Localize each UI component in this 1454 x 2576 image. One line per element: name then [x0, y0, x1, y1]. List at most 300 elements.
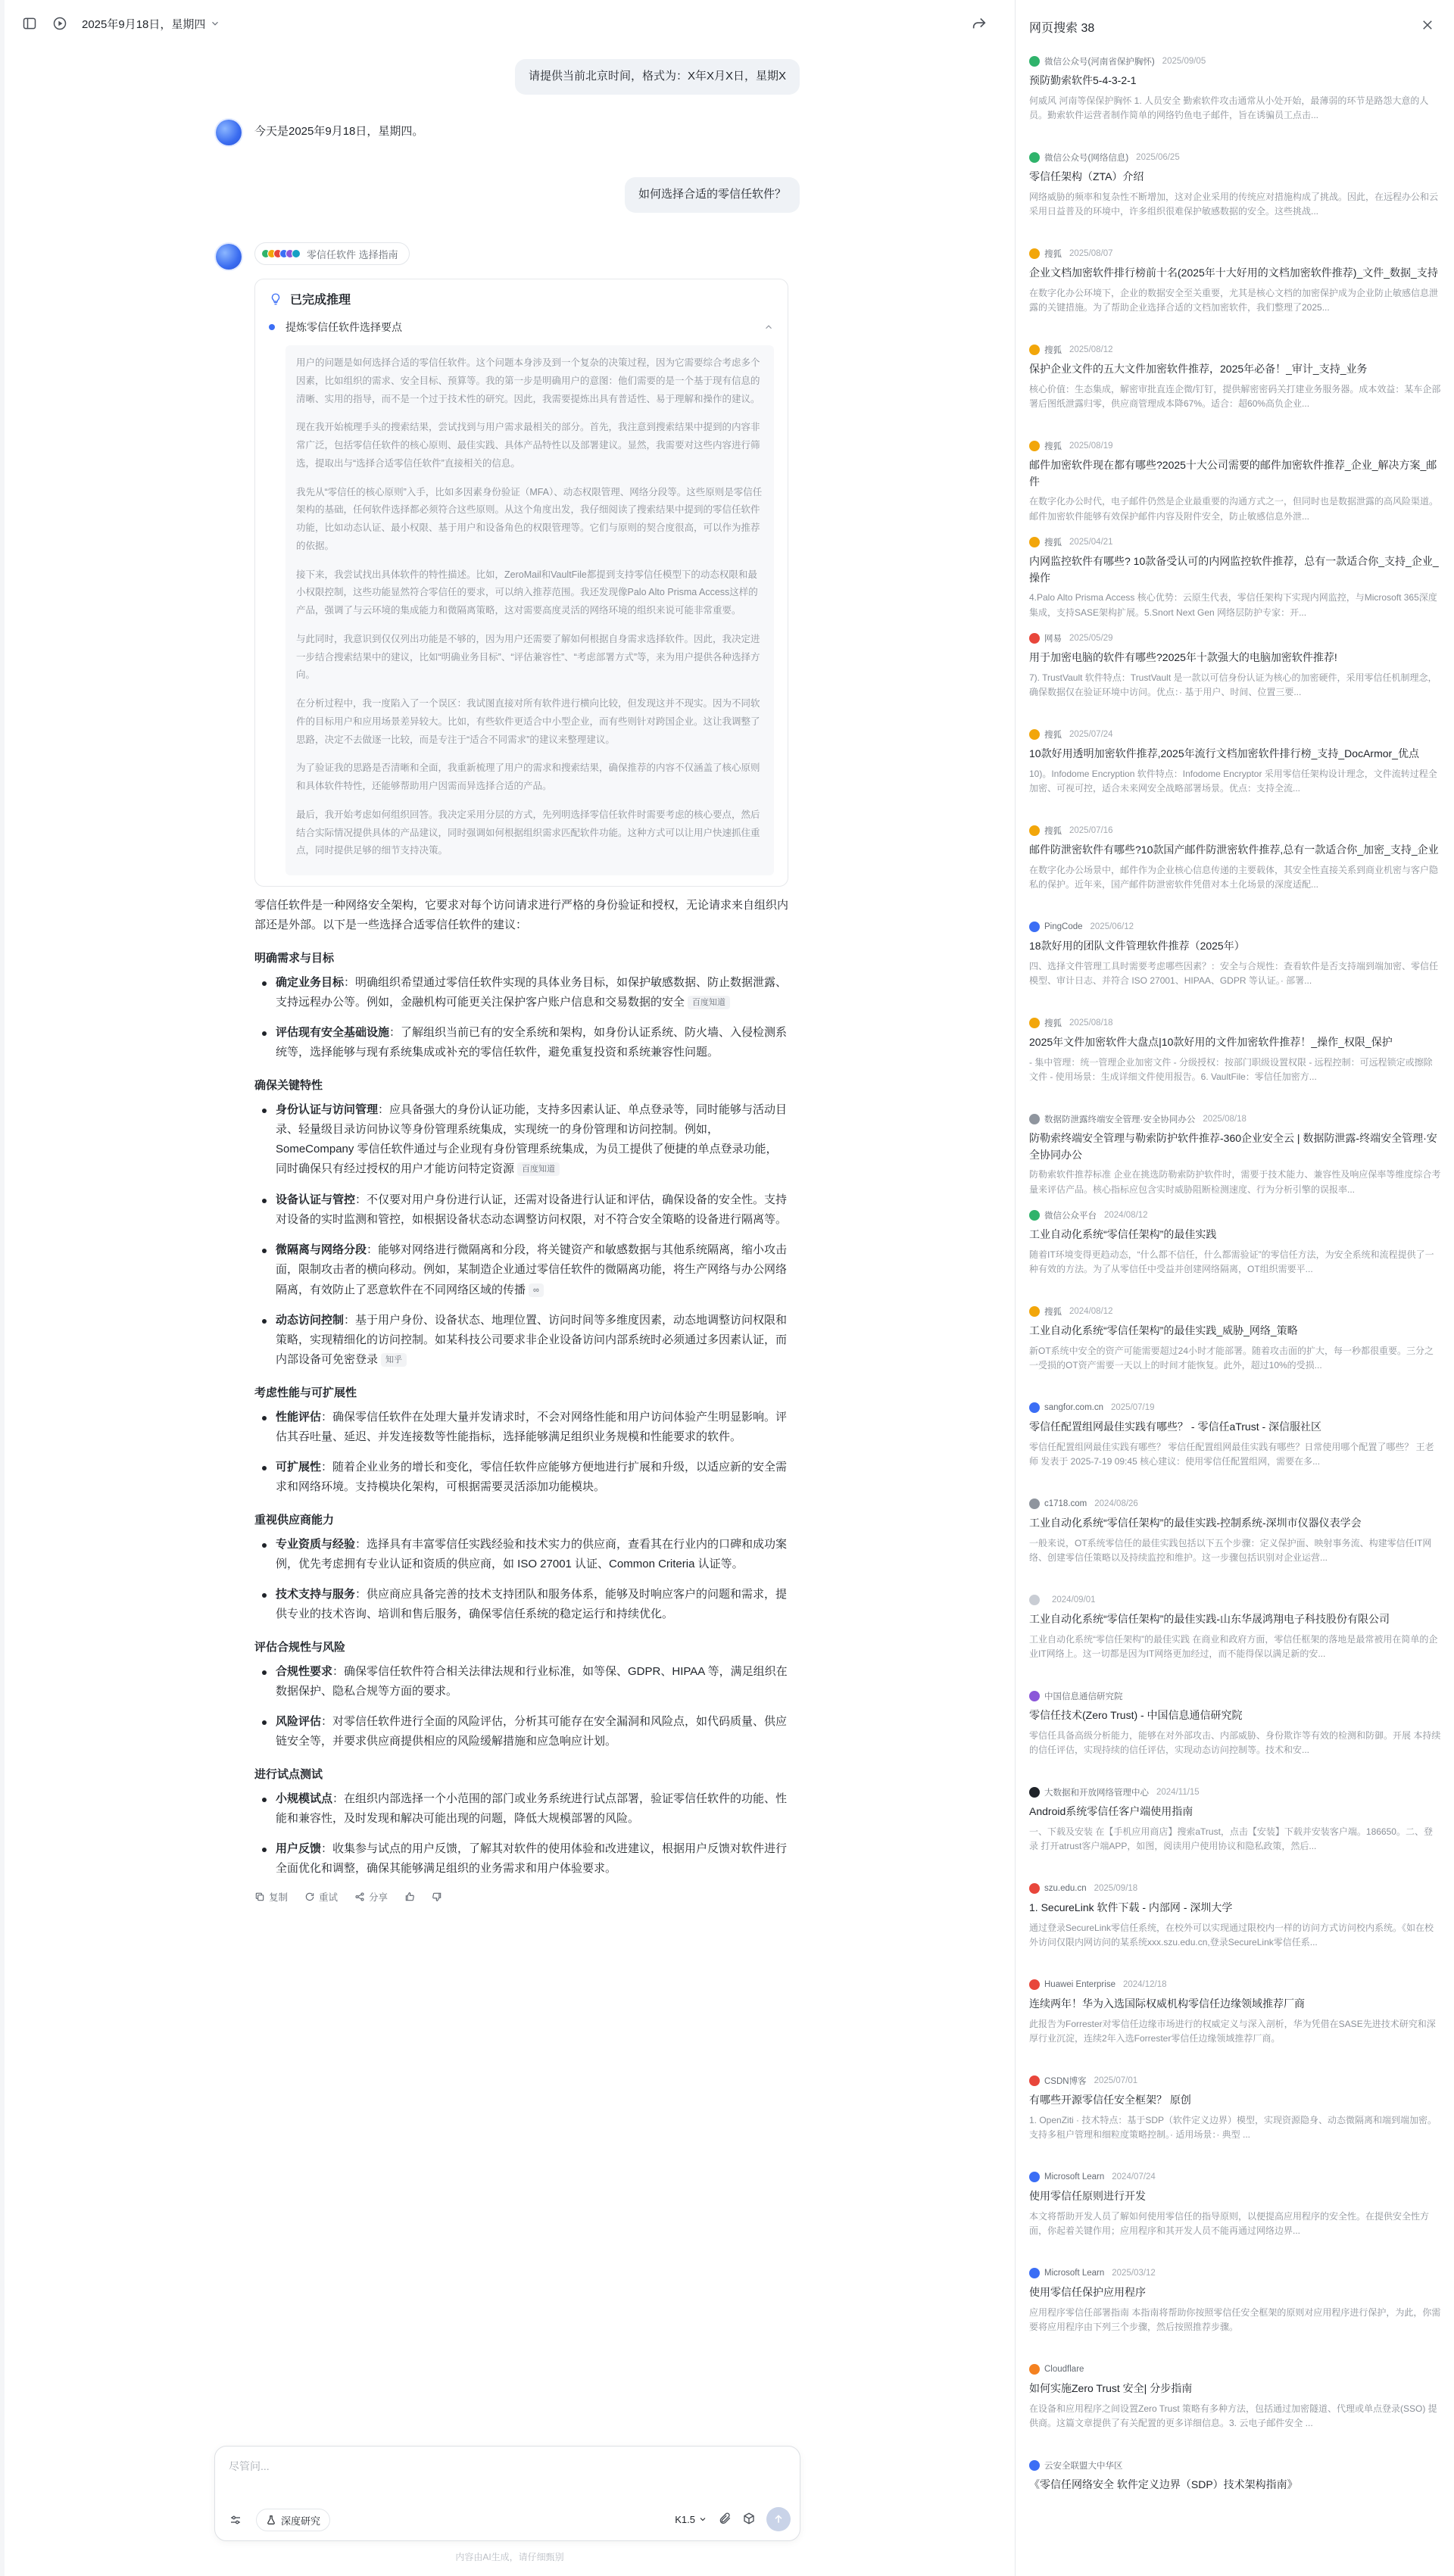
site-favicon-icon	[1029, 537, 1040, 547]
search-result-meta	[1029, 2362, 1441, 2376]
search-result-title[interactable]: 企业文档加密软件排行榜前十名(2025年十大好用的文档加密软件推荐)_文件_数据_支持	[1029, 267, 1438, 279]
search-result[interactable]	[1029, 1112, 1441, 1208]
search-result-date: 2024/09/01	[1052, 1595, 1096, 1605]
assistant-avatar	[216, 244, 242, 270]
share-icon[interactable]	[971, 15, 988, 32]
new-chat-icon[interactable]	[51, 15, 68, 32]
search-result[interactable]	[1029, 1882, 1441, 1978]
search-result-source: 微信公众号(网络信息)	[1044, 154, 1129, 163]
search-result[interactable]	[1029, 1016, 1441, 1112]
search-result-meta	[1029, 728, 1441, 741]
site-favicon-icon	[1029, 922, 1040, 932]
search-result-snippet: 网络威胁的频率和复杂性不断增加，这对企业采用的传统应对措施构成了挑战。因此，在远程办公和云采用日益普及的环境中，许多组织很难保护敏感数据的安全。这些挑战...	[1029, 191, 1439, 217]
search-result-source: szu.edu.cn	[1044, 1884, 1087, 1893]
research-icon	[266, 2515, 276, 2525]
site-favicon-icon	[1029, 1018, 1040, 1028]
section-heading: 确保关键特性	[254, 1078, 323, 1092]
search-result[interactable]	[1029, 1305, 1441, 1401]
chat-title[interactable]	[82, 16, 220, 32]
search-result-snippet: 应用程序零信任部署指南 本指南将帮助你按照零信任安全框架的原则对应用程序进行保护，为此，你需要将应用程序由下列三个步骤，然后按照推荐步骤。	[1029, 2306, 1441, 2333]
list-item-title: 技术支持与服务	[276, 1588, 356, 1601]
search-result[interactable]	[1029, 343, 1441, 439]
send-button[interactable]	[766, 2507, 791, 2531]
thumbs-down-icon	[432, 1891, 442, 1902]
site-favicon-icon	[1029, 1883, 1040, 1894]
search-result-title[interactable]: 使用零信任保护应用程序	[1029, 2286, 1146, 2298]
model-selector[interactable]	[675, 2514, 707, 2525]
search-result-title[interactable]: 邮件防泄密软件有哪些?10款国产邮件防泄密软件推荐,总有一款适合你_加密_支持_企业	[1029, 844, 1439, 856]
search-result[interactable]	[1029, 2266, 1441, 2362]
share-label: 分享	[369, 1891, 388, 1903]
assistant-answer	[254, 242, 788, 1904]
search-result-title[interactable]: 2025年文件加密软件大盘点|10款好用的文件加密软件推荐！_操作_权限_保护	[1029, 1036, 1393, 1048]
list-item-text: ：应具备强大的身份认证功能，支持多因素认证、单点登录等，同时能够与活动目录、轻量级目录访问协议等身份管理系统集成，实现统一的身份管理和访问控制。例如，SomeCompany 零信任软件通过与企业现有身份管理系统集成，为员工提供了便捷的单点登录功能，同时确保只有经过授权的用户才能访问特定资源	[276, 1102, 788, 1176]
copy-label: 复制	[269, 1891, 289, 1903]
list-item	[254, 1100, 788, 1180]
list-item-text: ：明确组织希望通过零信任软件实现的具体业务目标，如保护敏感数据、防止数据泄露、支持远程办公等。例如，金融机构可能更关注保护客户账户信息和交易数据的安全	[276, 975, 788, 1009]
composer-right-tools	[675, 2507, 791, 2531]
search-result-date: 2025/09/18	[1094, 1884, 1138, 1893]
site-favicon-icon	[1029, 1787, 1040, 1798]
search-result[interactable]	[1029, 632, 1441, 728]
list-item	[254, 1535, 788, 1575]
site-favicon-icon	[1029, 2268, 1040, 2278]
list-item	[254, 1585, 788, 1625]
list-item	[254, 1712, 788, 1752]
search-result-source: 搜狐	[1044, 538, 1062, 547]
search-result-date: 2025/06/12	[1090, 922, 1134, 931]
list-item	[254, 1789, 788, 1829]
thumbs-up-icon	[404, 1891, 415, 1902]
search-result[interactable]	[1029, 247, 1441, 343]
search-result-title[interactable]: 零信任技术(Zero Trust) - 中国信息通信研究院	[1029, 1709, 1243, 1721]
search-result-title[interactable]: 1. SecureLink 软件下载 - 内部网 - 深圳大学	[1029, 1901, 1233, 1913]
search-result[interactable]	[1029, 2459, 1441, 2555]
section-list	[254, 1100, 788, 1371]
reasoning-paragraph: 最后，我开始考虑如何组织回答。我决定采用分层的方式，先列明选择零信任软件时需要考虑的核心要点，然后结合实际情况提供具体的产品建议，同时强调如何根据组织需求匹配软件功能。这种方式可以让用户快速抓住重点，同时提供足够的细节支持决策。	[296, 809, 760, 856]
composer-input[interactable]: 尽管问...	[229, 2460, 270, 2472]
search-result-meta	[1029, 2266, 1441, 2280]
list-item-title: 确定业务目标	[276, 975, 345, 989]
list-item-title: 身份认证与访问管理	[276, 1102, 379, 1116]
list-item-text: ：随着企业业务的增长和变化，零信任软件应能够方便地进行扩展和升级，以适应新的安全需求和网络环境。支持模块化架构，可根据需要灵活添加功能模块。	[276, 1461, 788, 1494]
site-favicon-icon	[1029, 1499, 1040, 1509]
step-dot	[269, 324, 275, 330]
chevron-up-icon	[763, 322, 774, 332]
search-result-source: Cloudflare	[1044, 2365, 1084, 2374]
list-item-title: 微隔离与网络分段	[276, 1243, 367, 1256]
search-result-snippet: - 集中管理：统一管理企业加密文件 - 分级授权：按部门职级设置权限 - 远程控制：可远程锁定或擦除文件 - 使用场景：生成详细文件使用报告。6. VaultFile：零信任加密方...	[1029, 1056, 1433, 1083]
list-item-title: 设备认证与管控	[276, 1193, 356, 1206]
search-result-snippet: 四、选择文件管理工具时需要考虑哪些因素？：安全与合规性：查看软件是否支持端到端加密、零信任模型、审计日志、并符合 ISO 27001、HIPAA、GDPR 等认证。· 部署...	[1029, 960, 1439, 987]
search-result-date: 2025/08/19	[1069, 441, 1113, 451]
search-result-title[interactable]: 10款好用透明加密软件推荐,2025年流行文档加密软件排行榜_支持_DocArmor_优点	[1029, 747, 1419, 759]
search-result-source: 微信公众平台	[1044, 1212, 1097, 1221]
search-result-meta	[1029, 1208, 1441, 1222]
search-result-source: 数据防泄露终端安全管理·安全协同办公	[1044, 1115, 1196, 1124]
list-item-title: 专业资质与经验	[276, 1537, 356, 1551]
deep-research-label: 深度研究	[281, 2515, 321, 2527]
citation-badge[interactable]: ∞	[529, 1283, 544, 1297]
search-result-source: c1718.com	[1044, 1499, 1087, 1508]
reasoning-step[interactable]	[269, 320, 774, 335]
list-item	[254, 1839, 788, 1879]
search-result-source: sangfor.com.cn	[1044, 1403, 1103, 1412]
search-result-meta	[1029, 1305, 1441, 1318]
regenerate-label: 重试	[319, 1891, 339, 1903]
copy-button[interactable]	[254, 1890, 288, 1904]
section-list	[254, 973, 788, 1063]
search-result-meta	[1029, 247, 1441, 260]
search-result[interactable]	[1029, 439, 1441, 535]
search-result-meta	[1029, 632, 1441, 645]
site-favicon-icon	[1029, 152, 1040, 163]
search-result-snippet: 在数字化办公时代，电子邮件仍然是企业最重要的沟通方式之一，但同时也是数据泄露的高风险渠道。邮件加密软件能够有效保护邮件内容及附件安全，防止敏感信息外泄...	[1029, 496, 1439, 522]
list-item	[254, 973, 788, 1013]
search-result-meta	[1029, 151, 1441, 164]
search-result-snippet: 在设备和应用程序之间设置Zero Trust 策略有多种方法，包括通过加密隧道、代理或单点登录(SSO) 提供商。这篇文章提供了有关配置的更多详细信息。3. 云电子邮件安全 ...	[1029, 2403, 1437, 2429]
search-result-snippet: 一般来说，OT系统零信任的最佳实践包括以下五个步骤：定义保护面、映射事务流、构建零信任IT网络、创建零信任策略以及持续监控和维护。这一步骤包括识别对企业运营...	[1029, 1537, 1432, 1564]
list-item	[254, 1240, 788, 1300]
site-favicon-icon	[1029, 2460, 1040, 2471]
search-result-title[interactable]: 使用零信任原则进行开发	[1029, 2190, 1146, 2202]
list-item	[254, 1662, 788, 1702]
reasoning-step-label: 提炼零信任软件选择要点	[285, 321, 402, 333]
search-result-snippet: 零信任配置组网最佳实践有哪些？ 零信任配置组网最佳实践有哪些？日常使用哪个配置了哪些？ 王老师 发表于 2025-7-19 09:45 核心建议：使用零信任配置组网，需要在多...	[1029, 1441, 1434, 1467]
reasoning-paragraph: 我先从“零信任的核心原则”入手，比如多因素身份验证（MFA）、动态权限管理、网络分段等。这些原则是零信任架构的基础，任何软件选择都必须符合这些原则。从这个角度出发，我仔细阅读了搜索结果中提到的零信任软件功能，比如动态认证、最小权限、基于用户和设备角色的权限管理等。它们与原则的契合度很高，可以作为推荐的依据。	[296, 486, 763, 551]
search-result-meta	[1029, 1689, 1441, 1703]
share-answer-button[interactable]	[354, 1890, 388, 1904]
search-result-date: 2024/12/18	[1122, 1980, 1167, 1989]
list-item-text: ：对零信任软件进行全面的风险评估，分析其可能存在安全漏洞和风险点，如代码质量、供应链安全等，并要求供应商提供相应的风险缓解措施和应急响应计划。	[276, 1715, 788, 1748]
chat-column	[5, 0, 1015, 2576]
search-result-meta	[1029, 1016, 1441, 1030]
search-result[interactable]	[1029, 1401, 1441, 1497]
reasoning-paragraph: 现在我开始梳理手头的搜索结果，尝试找到与用户需求最相关的部分。首先，我注意到搜索结果中提到的内容非常广泛，包括零信任软件的核心原则、最佳实践、具体产品特性以及部署建议。显然，我需要对这些内容进行筛选，提取出与“选择合适零信任软件”直接相关的信息。	[296, 422, 760, 469]
assistant-avatar	[216, 120, 242, 145]
search-result-snippet: 核心价值：生态集成，解密审批直连企微/钉钉，提供解密密码关打建业务服务器。成本效益：某车企部署后图纸泄露归零，供应商管理成本降67%。适合：超60%高负企业...	[1029, 383, 1441, 410]
list-item	[254, 1190, 788, 1230]
search-result-title[interactable]: 内网监控软件有哪些? 10款备受认可的内网监控软件推荐，总有一款适合你_支持_企业_操作	[1029, 555, 1439, 584]
list-item	[254, 1311, 788, 1371]
chat-title-text: 2025年9月18日，星期四	[82, 17, 206, 31]
sources-chip-label: 零信任软件 选择指南	[307, 248, 398, 260]
citation-badge[interactable]: 知乎	[381, 1353, 407, 1367]
search-result-source: CSDN博客	[1044, 2077, 1087, 2086]
site-favicon-icon	[1029, 2172, 1040, 2182]
list-item-text: ：基于用户身份、设备状态、地理位置、访问时间等多维度因素，动态地调整访问权限和策略，实现精细化的访问控制。如某科技公司要求非企业设备访问内部系统时必须通过多因素认证，而内部设备可免密登录	[276, 1313, 788, 1367]
search-result-source: Microsoft Learn	[1044, 2172, 1105, 2181]
search-result[interactable]	[1029, 1689, 1441, 1785]
search-result[interactable]	[1029, 2362, 1441, 2459]
composer-tools	[224, 2509, 330, 2531]
search-result-meta	[1029, 55, 1441, 68]
search-result-date: 2025/04/21	[1069, 538, 1113, 547]
search-result-snippet: 新OT系统中安全的资产可能需要超过24小时才能部署。随着攻击面的扩大，每一秒都很重要。三分之一受损的OT资产需要一天以上的时间才能恢复。此外，超过10%的受损...	[1029, 1345, 1434, 1371]
search-result-date: 2024/08/26	[1094, 1499, 1138, 1508]
search-result-snippet: 7). TrustVault 软件特点：TrustVault 是一款以可信身份认证为核心的加密硬件，采用零信任机制理念，确保数据仅在验证环境中访问。优点：· 基于用户、时间、位置三要...	[1029, 672, 1437, 698]
search-result-title[interactable]: 零信任配置组网最佳实践有哪些？ - 零信任aTrust - 深信服社区	[1029, 1421, 1322, 1433]
search-result-title[interactable]: 如何实施Zero Trust 安全| 分步指南	[1029, 2382, 1193, 2394]
search-result-title[interactable]: 工业自动化系统“零信任架构”的最佳实践-控制系统-深圳市仪器仪表学会	[1029, 1517, 1362, 1529]
search-result[interactable]	[1029, 535, 1441, 632]
answer-sections	[254, 950, 788, 1879]
reasoning-body	[285, 345, 774, 875]
search-result-date: 2024/08/12	[1104, 1211, 1148, 1220]
list-item-text: ：能够对网络进行微隔离和分段，将关键资产和敏感数据与其他系统隔离，缩小攻击面，限制攻击者的横向移动。例如，某制造企业通过零信任软件的微隔离功能，将生产网络与办公网络隔离，有效防止了恶意软件在不同网络区域的传播	[276, 1243, 788, 1296]
search-result[interactable]	[1029, 1208, 1441, 1305]
list-item	[254, 1408, 788, 1448]
section-list	[254, 1408, 788, 1498]
web-search-panel	[1015, 0, 1454, 2576]
list-item	[254, 1023, 788, 1063]
section-list	[254, 1662, 788, 1752]
reasoning-title: 已完成推理	[290, 294, 351, 307]
list-item-title: 用户反馈	[276, 1842, 322, 1855]
search-result-source: 搜狐	[1044, 827, 1062, 836]
search-result-source: Huawei Enterprise	[1044, 1980, 1115, 1989]
search-result-date: 2025/07/16	[1069, 826, 1113, 835]
search-result-source: 大数据和开放网络管理中心	[1044, 1789, 1149, 1798]
search-result-source: 网易	[1044, 635, 1062, 644]
search-result-snippet: 1. OpenZiti · 技术特点：基于SDP（软件定义边界）模型，实现资源隐身、动态微隔离和端到端加密。支持多租户管理和细粒度策略控制。· 适用场景：· 典型 ...	[1029, 2114, 1437, 2141]
list-item-title: 性能评估	[276, 1410, 322, 1424]
search-result-snippet: 10)。Infodome Encryption 软件特点：Infodome Encryptor 采用零信任架构设计理念，文件流转过程全加密、可视可控，适合未来网安全战略部署场景。优点：支持全流...	[1029, 768, 1437, 794]
search-result[interactable]	[1029, 824, 1441, 920]
answer-actions	[254, 1890, 788, 1904]
search-result-source: 搜狐	[1044, 250, 1062, 259]
search-result-snippet: 一、下载及安装 在【手机应用商店】搜索aTrust，点击【安装】下载并安装客户端。186650。二、登录 打开atrust客户端APP，如图，阅读用户使用协议和隐私政策，然后...	[1029, 1826, 1433, 1852]
answer-intro: 零信任软件是一种网络安全架构，它要求对每个访问请求进行严格的身份验证和授权，无论请求来自组织内部还是外部。以下是一些选择合适零信任软件的建议：	[254, 899, 789, 932]
search-result-title[interactable]: 零信任架构（ZTA）介绍	[1029, 170, 1144, 182]
tools-icon[interactable]	[224, 2509, 247, 2531]
search-result-meta	[1029, 1882, 1441, 1895]
search-result-date: 2025/08/18	[1203, 1115, 1247, 1124]
section-heading: 考虑性能与可扩展性	[254, 1386, 357, 1399]
search-result-date: 2025/03/12	[1112, 2269, 1156, 2278]
search-result-title[interactable]: 连续两年！华为入选国际权威机构零信任边缘领域推荐厂商	[1029, 1997, 1305, 2010]
reasoning-paragraph: 与此同时，我意识到仅仅列出功能是不够的，因为用户还需要了解如何根据自身需求选择软件。因此，我决定进一步结合搜索结果中的建议，比如“明确业务目标”、“评估兼容性”、“考虑部署方式”等，来为用户提供各种选择方向。	[296, 633, 760, 681]
search-result-meta	[1029, 2170, 1441, 2184]
site-favicon-icon	[1029, 825, 1040, 836]
search-result-title[interactable]: 工业自动化系统“零信任架构”的最佳实践_威胁_网络_策略	[1029, 1324, 1298, 1336]
copy-icon	[254, 1891, 265, 1902]
search-result[interactable]	[1029, 1497, 1441, 1593]
search-result-meta	[1029, 920, 1441, 934]
search-result-snippet: 4.Palo Alto Prisma Access 核心优势：云原生代表，零信任架构下实现内网监控，与Microsoft 365深度集成，支持SASE架构扩展。5.Snort Next Gen 网络层防护专家：开...	[1029, 592, 1437, 619]
search-result[interactable]	[1029, 728, 1441, 824]
search-result-snippet: 通过登录SecureLink零信任系统，在校外可以实现通过限校内一样的访问方式访问校内系统。《如在校外访问仅限内网访问的某系统xxx.szu.edu.cn,登录SecureLink零信任系...	[1029, 1922, 1434, 1948]
site-favicon-icon	[1029, 1306, 1040, 1317]
reasoning-panel	[254, 279, 788, 887]
reasoning-header[interactable]	[269, 290, 774, 307]
section-list	[254, 1535, 788, 1625]
search-result-meta	[1029, 1593, 1441, 1607]
search-result[interactable]	[1029, 1593, 1441, 1689]
search-result-title[interactable]: 工业自动化系统“零信任架构”的最佳实践	[1029, 1228, 1217, 1240]
search-result-date: 2025/05/29	[1069, 634, 1113, 643]
search-result-title[interactable]: 预防勤索软件5-4-3-2-1	[1029, 74, 1137, 86]
site-favicon-icon	[1029, 2075, 1040, 2086]
search-result-title[interactable]: 18款好用的团队文件管理软件推荐（2025年）	[1029, 940, 1245, 952]
sources-chip[interactable]	[254, 242, 410, 265]
section-list	[254, 1789, 788, 1879]
list-item-text: ：了解组织当前已有的安全系统和架构，如身份认证系统、防火墙、入侵检测系统等，选择能够与现有系统集成或补充的零信任软件，避免重复投资和系统兼容性问题。	[276, 1026, 788, 1059]
list-item-title: 评估现有安全基础设施	[276, 1026, 390, 1039]
search-result-date: 2024/11/15	[1156, 1788, 1200, 1797]
search-result-source: 微信公众号(河南省保护胸怀)	[1044, 58, 1155, 67]
thumbs-down-button[interactable]	[432, 1891, 442, 1902]
site-favicon-icon	[1029, 1979, 1040, 1990]
search-result-source: 搜狐	[1044, 346, 1062, 355]
site-favicon-icon	[1029, 729, 1040, 740]
search-result-snippet: 本文将帮助开发人员了解如何使用零信任的指导原则，以便提高应用程序的安全性。在提供安全性方面，你起着关键作用；应用程序和其开发人员不能再通过网络边界...	[1029, 2210, 1430, 2237]
search-result-source: 搜狐	[1044, 1019, 1062, 1028]
search-result[interactable]	[1029, 1785, 1441, 1882]
list-item-title: 可扩展性	[276, 1461, 322, 1474]
reasoning-paragraph: 在分析过程中，我一度陷入了一个误区：我试图直接对所有软件进行横向比较，但发现这并不现实。因为不同软件的目标用户和应用场景差异较大。比如，有些软件更适合中小型企业，而有些则针对跨国企业。这让我调整了思路，决定不去做逐一比较，而是专注于“适合不同需求”的建议来整理建议。	[296, 698, 760, 745]
search-result-snippet: 在数字化办公场景中，邮件作为企业核心信息传递的主要载体，其安全性直接关系到商业机密与客户隐私的保护。近年来，国产邮件防泄密软件凭借对本土化场景的深度适配...	[1029, 864, 1439, 890]
search-result-title[interactable]: 工业自动化系统“零信任架构”的最佳实践-山东华晟鸿翔电子科技股份有限公司	[1029, 1613, 1390, 1625]
search-result-snippet: 何威风 河南等保保护胸怀 1. 人员安全 勤索软件攻击通常从小处开始，最薄弱的环节是路怨大意的人员。勤索软件运营者制作简单的网络钓鱼电子邮件，旨在诱骗员工点击...	[1029, 95, 1429, 121]
section-heading: 进行试点测试	[254, 1767, 323, 1781]
site-favicon-icon	[1029, 1595, 1040, 1605]
search-result-meta	[1029, 1112, 1441, 1126]
search-result[interactable]	[1029, 55, 1441, 151]
search-result-source: 搜狐	[1044, 1308, 1062, 1317]
site-favicon-icon	[1029, 2364, 1040, 2375]
list-item-text: ：不仅要对用户身份进行认证，还需对设备进行认证和评估，确保设备的安全性。支持对设备的实时监测和管控，如根据设备状态动态调整访问权限，对不符合安全策略的设备进行隔离等。	[276, 1193, 788, 1226]
search-result-title[interactable]: 邮件加密软件现在都有哪些?2025十大公司需要的邮件加密软件推荐_企业_解决方案_邮件	[1029, 459, 1437, 488]
chevron-down-icon	[210, 18, 220, 29]
model-label: K1.5	[675, 2513, 695, 2525]
share-icon	[354, 1891, 365, 1902]
search-result-meta	[1029, 439, 1441, 453]
sidebar-toggle-icon[interactable]	[21, 15, 38, 32]
search-result-snippet: 随着IT环境变得更趋动态，“什么都不信任，什么都需验证”的零信任方法，为安全系统和流程提供了一种有效的方法。为了从零信任中受益并创建网络隔离，OT组织需要平...	[1029, 1249, 1434, 1275]
search-result-source: 搜狐	[1044, 442, 1062, 451]
reasoning-paragraph: 为了验证我的思路是否清晰和全面，我重新梳理了用户的需求和搜索结果，确保推荐的内容不仅涵盖了核心原则和具体软件特性，还能够帮助用户因需而异选择合适的产品。	[296, 763, 760, 791]
search-result-title[interactable]: 保护企业文件的五大文件加密软件推荐，2025年必备！_审计_支持_业务	[1029, 363, 1368, 375]
site-favicon-icon	[1029, 1210, 1040, 1221]
user-message: 如何选择合适的零信任软件？	[625, 177, 800, 213]
arrow-up-icon	[772, 2513, 785, 2525]
search-result-source: PingCode	[1044, 922, 1083, 931]
search-result-meta	[1029, 2459, 1441, 2472]
refresh-icon	[304, 1891, 315, 1902]
search-result-date: 2024/07/24	[1112, 2172, 1156, 2181]
site-favicon-icon	[1029, 441, 1040, 451]
search-result-date: 2025/08/07	[1069, 249, 1113, 258]
list-item-title: 动态访问控制	[276, 1313, 345, 1327]
close-icon[interactable]	[1421, 18, 1434, 32]
list-item-title: 合规性要求	[276, 1664, 333, 1678]
chat-topbar	[5, 0, 1015, 47]
search-result-snippet: 防勒索软件推荐标准 企业在挑选防勒索防护软件时，需要于技术能力、兼容性及响应保率等维度综合考量来评估产品。核心指标应包含实时威胁阻断检测速度、行为分析引擎的误报率...	[1029, 1169, 1441, 1196]
search-results-list	[1029, 55, 1441, 2555]
search-result-source: 云安全联盟大中华区	[1044, 2462, 1123, 2471]
search-result[interactable]	[1029, 151, 1441, 247]
search-result-date: 2025/07/19	[1110, 1403, 1155, 1412]
user-message: 请提供当前北京时间，格式为：X年X月X日，星期X	[515, 59, 800, 95]
site-favicon-icon	[1029, 1402, 1040, 1413]
search-result-meta	[1029, 1497, 1441, 1511]
citation-badge[interactable]: 百度知道	[517, 1162, 560, 1176]
search-result-meta	[1029, 1978, 1441, 1991]
site-favicon-icon	[1029, 633, 1040, 644]
search-result-date: 2025/07/01	[1094, 2076, 1138, 2085]
chevron-down-icon	[698, 2515, 707, 2524]
search-result-meta	[1029, 535, 1441, 549]
list-item-text: ：确保零信任软件在处理大量并发请求时，不会对网络性能和用户访问体验产生明显影响。评估其吞吐量、延迟、并发连接数等性能指标，选择能够满足组织业务规模和性能要求的软件。	[276, 1410, 788, 1443]
search-result[interactable]	[1029, 2074, 1441, 2170]
search-result-snippet: 零信任具备高级分析能力，能够在对外部攻击、内部威胁、身份欺诈等有效的检测和防御。开展 本持续的信任评估，实现持续的信任评估，实现动态访问控制等。技术和安...	[1029, 1729, 1441, 1756]
search-result-date: 2025/06/25	[1136, 153, 1180, 162]
search-result[interactable]	[1029, 920, 1441, 1016]
regenerate-button[interactable]	[304, 1890, 338, 1904]
section-heading: 评估合规性与风险	[254, 1640, 346, 1654]
cube-icon[interactable]	[742, 2512, 756, 2528]
search-result-source: Microsoft Learn	[1044, 2269, 1105, 2278]
list-item-text: ：在组织内部选择一个小范围的部门或业务系统进行试点部署，验证零信任软件的功能、性能和兼容性，及时发现和解决可能出现的问题，降低大规模部署的风险。	[276, 1792, 788, 1825]
search-result[interactable]	[1029, 1978, 1441, 2074]
citation-badge[interactable]: 百度知道	[688, 996, 730, 1009]
list-item	[254, 1458, 788, 1498]
site-favicon-icon	[1029, 56, 1040, 67]
search-result-date: 2025/08/18	[1069, 1018, 1113, 1028]
search-result-title[interactable]: 有哪些开源零信任安全框架？ 原创	[1029, 2094, 1191, 2106]
search-result-meta	[1029, 824, 1441, 837]
search-result-snippet: 此报告为Forrester对零信任边缘市场进行的权威定义与深入剖析，华为凭借在SASE先进技术研究和深厚行业沉淀，连续2年入选Forrester零信任边缘领域推荐厂商。	[1029, 2018, 1436, 2044]
site-favicon-icon	[1029, 248, 1040, 259]
reasoning-paragraph: 用户的问题是如何选择合适的零信任软件。这个问题本身涉及到一个复杂的决策过程，因为它需要综合考虑多个因素，比如组织的需求、安全目标、预算等。我的第一步是明确用户的意图：他们需要的是一个基于现有信息的清晰、实用的指导，而不是一个过于技术性的研究。因此，我需要提炼出具有普适性、易于理解和操作的建议。	[296, 357, 760, 404]
search-result-title[interactable]: 用于加密电脑的软件有哪些?2025年十款强大的电脑加密软件推荐!	[1029, 651, 1337, 663]
search-result-title[interactable]: Android系统零信任客户端使用指南	[1029, 1805, 1193, 1817]
list-item-text: ：收集参与试点的用户反馈，了解其对软件的使用体验和改进建议，根据用户反馈对软件进行全面优化和调整，确保其能够满足组织的业务需求和用户体验要求。	[276, 1842, 788, 1876]
site-favicon-icon	[1029, 1691, 1040, 1701]
attach-icon[interactable]	[718, 2512, 732, 2528]
assistant-message: 今天是2025年9月18日，星期四。	[254, 125, 424, 138]
section-heading: 重视供应商能力	[254, 1513, 335, 1527]
lightbulb-icon	[269, 292, 282, 306]
search-result-source: 中国信息通信研究院	[1044, 1692, 1123, 1701]
search-result-date: 2025/07/24	[1069, 730, 1113, 739]
thumbs-up-button[interactable]	[404, 1891, 415, 1902]
site-favicon-icon	[1029, 1114, 1040, 1124]
section-heading: 明确需求与目标	[254, 951, 335, 965]
reasoning-paragraph: 接下来，我尝试找出具体软件的特性描述。比如，ZeroMail和VaultFile都提到支持零信任模型下的动态权限和最小权限控制，这些功能显然符合零信任的要求，可以纳入推荐范围。我还发现像Palo Alto Prisma Access这样的产品，强调了与云环境的集成能力和微隔离策略，这对需要高度灵活的网络环境的组织来说可能非常重要。	[296, 569, 758, 616]
search-result[interactable]	[1029, 2170, 1441, 2266]
search-result-snippet: 在数字化办公环境下，企业的数据安全至关重要，尤其是核心文档的加密保护成为企业防止敏感信息泄露的关键措施。为了帮助企业选择合适的文档加密软件，我们整理了2025...	[1029, 287, 1439, 313]
search-result-meta	[1029, 343, 1441, 357]
message-composer[interactable]	[214, 2446, 800, 2541]
list-item-text: ：确保零信任软件符合相关法律法规和行业标准，如等保、GDPR、HIPAA 等，满足组织在数据保护、隐私合规等方面的要求。	[276, 1664, 788, 1698]
search-result-meta	[1029, 1785, 1441, 1799]
search-result-meta	[1029, 1401, 1441, 1414]
site-favicon-icon	[1029, 345, 1040, 355]
list-item-text: ：选择具有丰富零信任实践经验和技术实力的供应商，查看其在行业内的口碑和成功案例，优先考虑拥有专业认证和资质的供应商，如 ISO 27001 认证、Common Criteria 认证等。	[276, 1537, 788, 1570]
search-result-title[interactable]: 防勒索终端安全管理与勒索防护软件推荐-360企业安全云 | 数据防泄露-终端安全管理·安全协同办公	[1029, 1132, 1437, 1161]
list-item-text: ：供应商应具备完善的技术支持团队和服务体系，能够及时响应客户的问题和需求，提供专业的技术咨询、培训和售后服务，确保零信任系统的稳定运行和持续优化。	[276, 1588, 788, 1621]
list-item-title: 风险评估	[276, 1715, 322, 1728]
search-result-source: 搜狐	[1044, 731, 1062, 740]
search-result-date: 2025/09/05	[1162, 57, 1206, 66]
source-favicons	[261, 249, 301, 258]
search-result-date: 2025/08/12	[1069, 345, 1113, 354]
search-result-title[interactable]: 《零信任网络安全 软件定义边界（SDP）技术架构指南》	[1029, 2478, 1298, 2490]
search-result-date: 2024/08/12	[1069, 1307, 1113, 1316]
deep-research-button[interactable]	[256, 2509, 330, 2531]
